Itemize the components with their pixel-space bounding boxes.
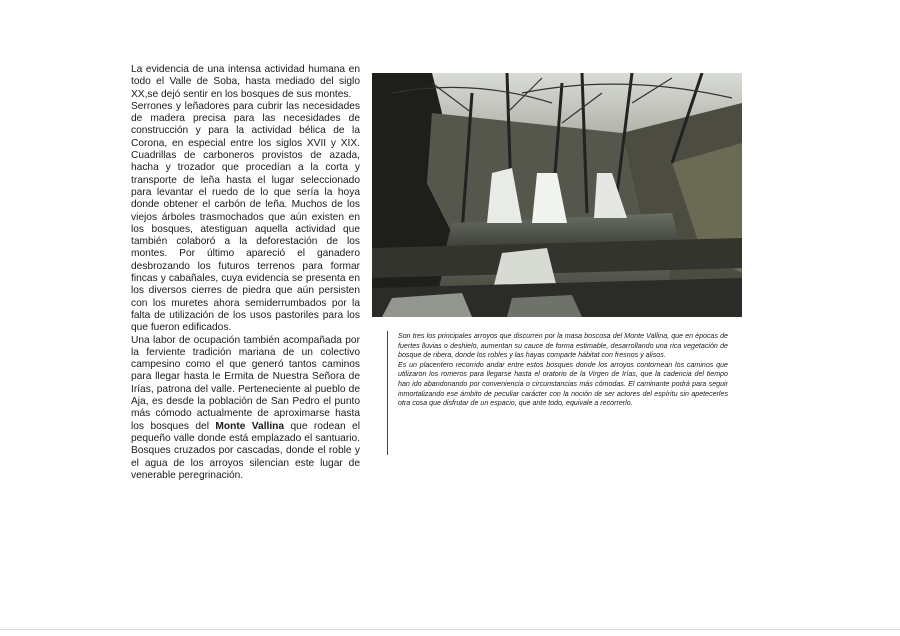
photo-caption	[398, 332, 728, 409]
main-text-column	[131, 64, 360, 482]
forest-waterfall-photo	[372, 73, 742, 317]
paragraph-valle-soba: La evidencia de una intensa actividad humana en todo el Valle de Soba, hasta mediado del siglo XX,se dejó sentir en los bosques de sus montes.	[131, 64, 360, 100]
paragraph-serrones: Serrones y leñadores para cubrir las necesidades de madera precisa para las necesidades de construcción y para la actividad bélica de la Corona, en especial entre los siglos XVII y XIX. Cuadrillas de carboneros provistos de azada, hacha y trozador que procedían a la corta y transporte de leña hasta el lugar seleccionado para levantar el ruedo de lo que sería la hoya donde obtener el carbón de leña. Muchos de los viejos árboles trasmochados que aún existen en los bosques, atestiguan aquella actividad que también colaboró a la deforestación de los montes. Por último apareció el ganadero desbrozando los futuros terrenos para formar fincas y cabañales, cuya evidencia se presenta en los diversos cierres de piedra que aún persisten con los muretes ahora semiderrumbados por la falta de utilización de los usos pastoriles para los que fueron edificados.	[131, 100, 360, 334]
photo-illustration	[372, 73, 742, 317]
paragraph-labor-text-b: que rodean el pequeño valle donde está emplazado el santuario. Bosques cruzados por cascadas, donde el roble y el agua de los arroyos silencian este lugar de venerable peregrinación.	[131, 420, 360, 481]
caption-divider	[387, 331, 388, 455]
paragraph-labor-text-a: Una labor de ocupación también acompañada por la ferviente tradición mariana de un colectivo campesino como el que generó tantos caminos para llegar hasta le Ermita de Nuestra Señora de Irías, patrona del valle. Perteneciente al pueblo de Aja, es desde la población de San Pedro el punto más cómodo actualmente de aproximarse hasta los bosques del	[131, 334, 360, 432]
caption-paragraph-recorrido: Es un placentero recorrido andar entre estos bosques donde los arroyos contornean los caminos que utilizaron los romeros para llegarse hasta el oratorio de la Virgen de Irías, que la cadencia del tiempo han ido abandonando por conveniencia o circunstancias más cómodas. El caminante podrá para seguir inmortalizando ese ámbito de peculiar carácter con la noción de ser actores del espíritu sin apetecerles otra cosa que disfrutar de un espacio, que ante todo, equivale a recorrerlo.	[398, 360, 728, 408]
paragraph-labor-ocupacion	[131, 335, 360, 483]
caption-paragraph-arroyos: Son tres los principales arroyos que discurren por la masa boscosa del Monte Vallina, que en épocas de fuertes lluvias o deshielo, aumentan su cauce de forma estimable, desarrollando una rica vegetación de bosque de ribera, donde los robles y las hayas comparte hábitat con fresnos y alisos.	[398, 332, 728, 360]
monte-vallina-bold: Monte Vallina	[215, 420, 285, 432]
page-bottom-edge	[0, 629, 900, 630]
